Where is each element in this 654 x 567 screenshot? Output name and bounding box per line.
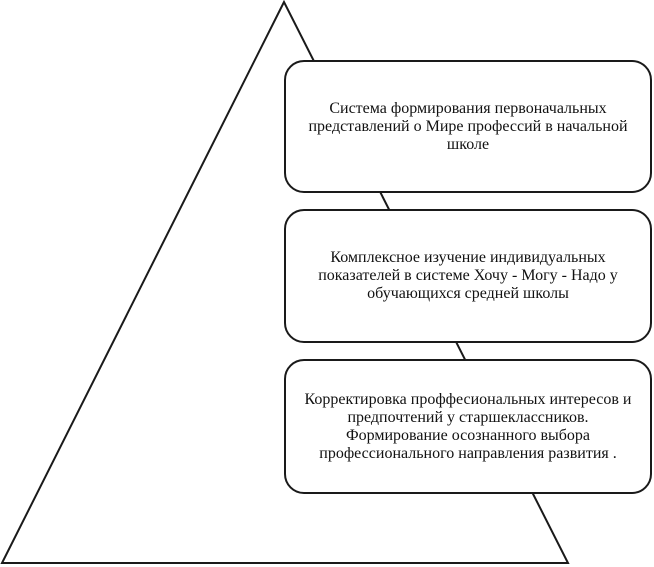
level-text-middle: Комплексное изучение индивидуальных показателей в системе Хочу - Могу - Надо у обучающихся средней школы xyxy=(318,249,618,302)
level-text-top: Система формирования первоначальных представлений о Мире профессий в начальной школе xyxy=(308,99,628,153)
level-box-bottom xyxy=(284,359,652,494)
level-box-top xyxy=(284,60,652,193)
level-box-middle xyxy=(284,209,652,343)
level-text-bottom: Корректировка проффесиональных интересов и предпочтений у старшеклассников. Формирование осознанного выбора профессионального направления развития . xyxy=(304,390,632,462)
